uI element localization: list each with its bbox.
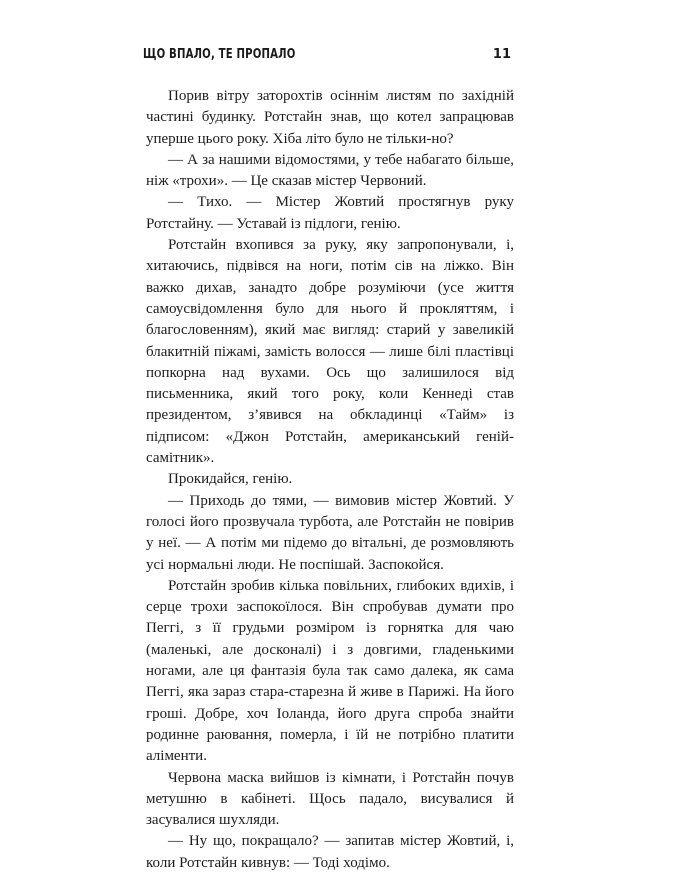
- paragraph: — А за нашими відомостями, у тебе набагато більше, ніж «трохи». — Це сказав містер Червоний.: [146, 151, 514, 190]
- paragraph: — Тихо. — Містер Жовтий простягнув руку Ротстайну. — Уставай із підлоги, генію.: [146, 194, 514, 232]
- page-number: 11: [492, 47, 511, 62]
- paragraph: Ротстайн зробив кілька повільних, глибоких вдихів, і серце трохи заспокоїлося. Він спробував думати про Пеггі, з її грудьми розміром із горнятка для чаю (маленькі, але досконалі) і з довгими, гладенькими ногами, але ця фантазія була так само далека, як сама Пеггі, яка зараз стара-старезна й живе в Парижі. На його гроші. Добре, хоч Іоланда, його друга спроба знайти родинне раювання, померла, і їй не потрібно платити аліменти.: [146, 577, 514, 765]
- paragraph: Червона маска вийшов із кімнати, і Ротстайн почув метушню в кабінеті. Щось падало, висувалися й засувалися шухляди.: [146, 769, 514, 829]
- running-head: ЩО ВПАЛО, ТЕ ПРОПАЛО: [143, 47, 296, 62]
- body-text: [146, 86, 514, 874]
- paragraph: Прокидайся, генію.: [168, 471, 293, 488]
- paragraph: Порив вітру заторохтів осіннім листям по західній частині будинку. Ротстайн знав, що котел запрацював уперше цього року. Хіба літо було не тільки-но?: [146, 88, 514, 147]
- paragraph: — Приходь до тями, — вимовив містер Жовтий. У голосі його прозвучала турбота, але Ротстайн не повірив у неї. — А потім ми підемо до вітальні, де розмовляють усі нормальні люди. Не поспішай. Заспокойся.: [146, 492, 514, 573]
- page-header: [143, 47, 511, 69]
- paragraph: Ротстайн вхопився за руку, яку запропонували, і, хитаючись, підвівся на ноги, потім сів на ліжко. Він важко дихав, занадто добре розуміючи (усе життя самоусвідомлення було для нього й прокляттям, і благословенням), який має вигляд: старий у завеликій блакитній піжамі, замість волосся — лише білі пластівці попкорна над вухами. Ось що залишилося від письменника, який того року, коли Кеннеді став президентом, з’явився на обкладинці «Тайм» із підписом: «Джон Ротстайн, американський геній-самітник».: [146, 237, 514, 467]
- paragraph: — Ну що, покращало? — запитав містер Жовтий, і, коли Ротстайн кивнув: — Тоді ходімо.: [146, 833, 514, 871]
